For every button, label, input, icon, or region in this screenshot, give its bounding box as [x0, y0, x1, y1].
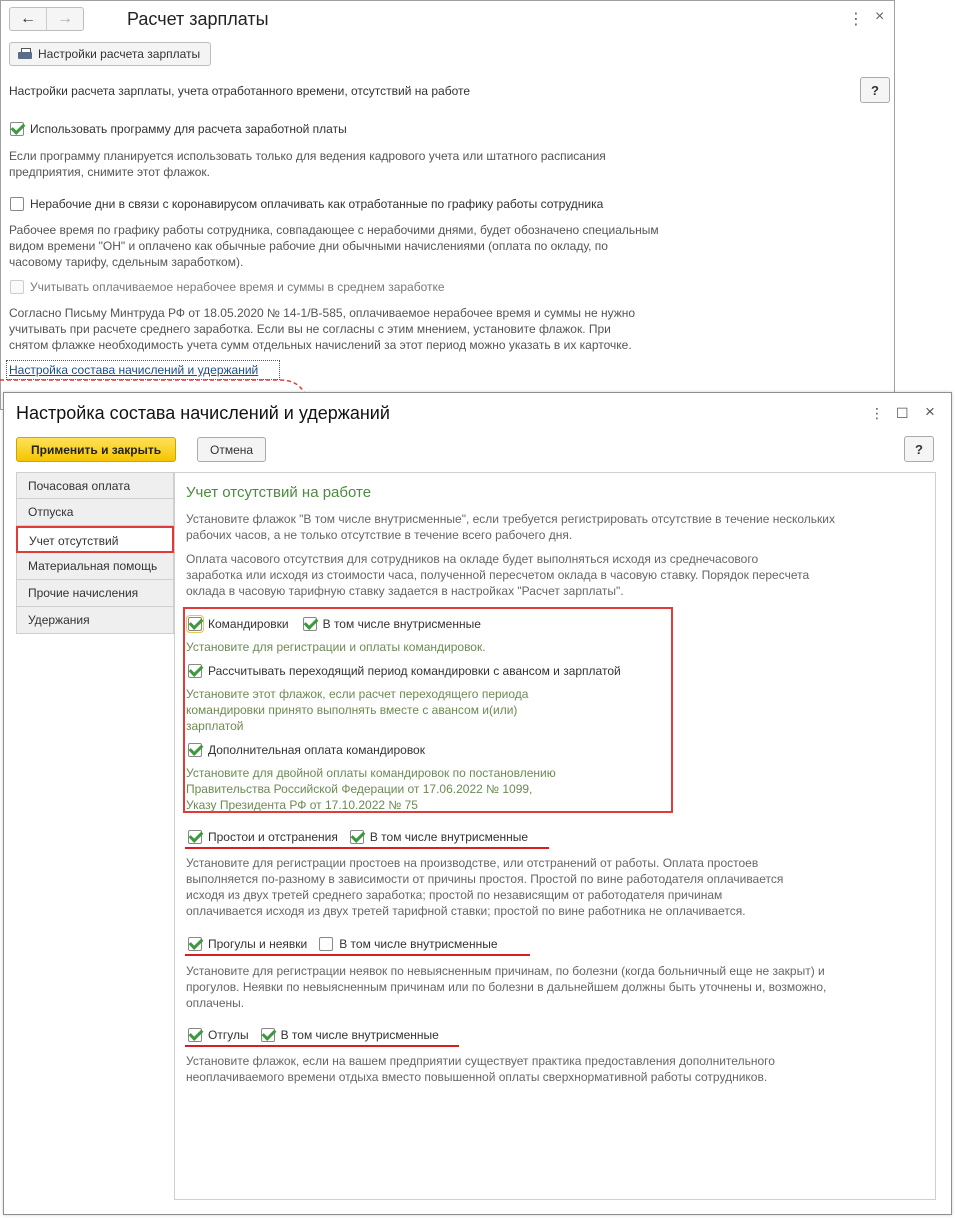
extra-pay-label: Дополнительная оплата командировок	[208, 743, 425, 757]
transit-hint: Установите этот флажок, если расчет переходящего периода командировки принято выполнять вместе с авансом и(или) зарплатой	[186, 687, 529, 733]
trips-intrashift-label: В том числе внутрисменные	[322, 617, 481, 631]
absence-label: Прогулы и неявки	[208, 937, 308, 951]
transit-row[interactable]	[188, 664, 621, 678]
timeoff-intrashift-checkbox[interactable]	[261, 1028, 275, 1042]
downtime-checkbox[interactable]	[188, 830, 202, 844]
intro-text: Установите флажок "В том числе внутрисменные", если требуется регистрировать отсутствие в течение нескольких рабочих часов, а не только отсутствие в течение всего рабочего дня.	[186, 512, 836, 542]
trips-checkbox[interactable]	[188, 617, 202, 631]
dialog-title: Настройка состава начислений и удержаний	[16, 403, 390, 423]
downtime-intrashift-label: В том числе внутрисменные	[369, 830, 529, 844]
tab-list	[16, 472, 174, 634]
window-title: Расчет зарплаты	[127, 9, 269, 29]
more-icon[interactable]: ⋮	[848, 11, 864, 28]
tab-material-aid[interactable]: Материальная помощь	[16, 553, 174, 580]
use-program-checkbox[interactable]	[10, 122, 24, 136]
average-earnings-hint: Согласно Письму Минтруда РФ от 18.05.2020 № 14-1/В-585, оплачиваемое нерабочее время и суммы не нужно учитывать при расчете среднего заработка. Если вы не согласны с этим мнением, установите флажок. При снятом флажке необходимость учета сумм отдельных начислений за этот период можно указать в их карточке.	[9, 306, 636, 352]
trips-label: Командировки	[208, 617, 289, 631]
covid-label: Нерабочие дни в связи с коронавирусом оплачивать как отработанные по графику работы сотрудника	[30, 197, 604, 211]
average-earnings-checkbox	[10, 280, 24, 294]
use-program-hint: Если программу планируется использовать только для ведения кадрового учета или штатного расписания предприятия, снимите этот флажок.	[9, 149, 606, 179]
salary-settings-button-label: Настройки расчета зарплаты	[38, 47, 201, 61]
help-button[interactable]: ?	[860, 77, 890, 103]
maximize-icon[interactable]: ☐	[896, 405, 909, 421]
absence-panel	[174, 472, 936, 1200]
timeoff-label: Отгулы	[208, 1028, 249, 1042]
tab-deductions[interactable]: Удержания	[16, 607, 174, 634]
trips-row[interactable]	[188, 617, 481, 631]
timeoff-checkbox[interactable]	[188, 1028, 202, 1042]
timeoff-underline	[185, 1045, 459, 1047]
absence-row[interactable]	[188, 937, 498, 951]
trips-hint: Установите для регистрации и оплаты командировок.	[186, 640, 486, 654]
use-program-label: Использовать программу для расчета заработной платы	[30, 122, 347, 136]
trips-intrashift-checkbox[interactable]	[303, 617, 317, 631]
timeoff-intrashift-label: В том числе внутрисменные	[280, 1028, 439, 1042]
forward-arrow-icon[interactable]: →	[46, 8, 83, 30]
printer-icon	[18, 48, 32, 60]
transit-label: Рассчитывать переходящий период командировки с авансом и зарплатой	[208, 664, 621, 678]
extra-pay-hint: Установите для двойной оплаты командировок по постановлению Правительства Российской Федерации от 17.06.2022 № 1099, Указу Президента РФ от 17.10.2022 № 75	[186, 766, 556, 812]
salary-settings-button[interactable]	[9, 42, 211, 66]
absence-intrashift-label: В том числе внутрисменные	[339, 937, 498, 951]
help-button[interactable]: ?	[904, 436, 934, 462]
cancel-button[interactable]: Отмена	[197, 437, 266, 462]
downtime-label: Простои и отстранения	[208, 830, 338, 844]
salary-settings-window	[0, 0, 895, 410]
downtime-hint: Установите для регистрации простоев на производстве, или отстранений от работы. Оплата простоев выполняется по-разному в зависимости от причины простоя. Простой по вине работодателя оплачивается исходя из двух третей среднего заработка; простой по независящим от работодателя причинам оплачивается исходя из двух третей тарифной ставки; простой по вине работника не оплачивается.	[186, 856, 784, 918]
timeoff-hint: Установите флажок, если на вашем предприятии существует практика предоставления дополнительного неоплачиваемого времени отдыха вместо повышенной оплаты сверхнормативной работы сотрудников.	[186, 1054, 775, 1084]
downtime-row[interactable]	[188, 830, 528, 844]
close-icon[interactable]: ×	[925, 402, 935, 421]
covid-hint: Рабочее время по графику работы сотрудника, совпадающее с нерабочими днями, будет обозначено специальным видом времени "ОН" и оплачено как обычные рабочие дни обычными начислениями (оплата по окладу, по часовому тарифу, сдельным заработком).	[9, 223, 659, 269]
back-arrow-icon[interactable]: ←	[20, 10, 36, 27]
absence-checkbox[interactable]	[188, 937, 202, 951]
hourly-absence-text: Оплата часового отсутствия для сотрудников на окладе будет выполняться исходя из среднечасового заработка или исходя из стоимости часа, полученной пересчетом оклада в часовую ставку. Порядок пересчета оклада в часовую тарифную ставку задается в настройках "Расчет зарплаты".	[186, 552, 810, 598]
average-earnings-row	[10, 280, 445, 294]
panel-title: Учет отсутствий на работе	[186, 484, 372, 501]
downtime-intrashift-checkbox[interactable]	[350, 830, 364, 844]
average-earnings-label: Учитывать оплачиваемое нерабочее время и суммы в среднем заработке	[30, 280, 445, 294]
more-icon[interactable]: ⋮	[870, 405, 884, 421]
absence-hint: Установите для регистрации неявок по невыясненным причинам, по болезни (когда больничный еще не закрыт) и прогулов. Неявки по невыясненным причинам или по болезни в дальнейшем должны быть уточнены и, возможно, оплачены.	[186, 964, 827, 1010]
accruals-deductions-dialog	[3, 392, 952, 1215]
tab-hourly-pay[interactable]: Почасовая оплата	[16, 472, 174, 499]
extra-pay-row[interactable]	[188, 743, 425, 757]
covid-row[interactable]	[10, 197, 603, 211]
timeoff-row[interactable]	[188, 1028, 439, 1042]
downtime-underline	[185, 847, 549, 849]
transit-checkbox[interactable]	[188, 664, 202, 678]
nav-buttons	[9, 7, 84, 31]
tab-other-accruals[interactable]: Прочие начисления	[16, 580, 174, 607]
accruals-settings-link[interactable]: Настройка состава начислений и удержаний	[9, 363, 259, 377]
absence-intrashift-checkbox[interactable]	[319, 937, 333, 951]
use-program-row[interactable]	[10, 122, 347, 136]
extra-pay-checkbox[interactable]	[188, 743, 202, 757]
tab-absence-accounting[interactable]: Учет отсутствий	[16, 526, 174, 553]
close-icon[interactable]: ×	[875, 8, 885, 25]
absence-underline	[185, 954, 530, 956]
covid-checkbox[interactable]	[10, 197, 24, 211]
tab-vacations[interactable]: Отпуска	[16, 499, 174, 526]
section-subtitle: Настройки расчета зарплаты, учета отработанного времени, отсутствий на работе	[9, 84, 471, 98]
apply-and-close-button[interactable]: Применить и закрыть	[16, 437, 176, 462]
